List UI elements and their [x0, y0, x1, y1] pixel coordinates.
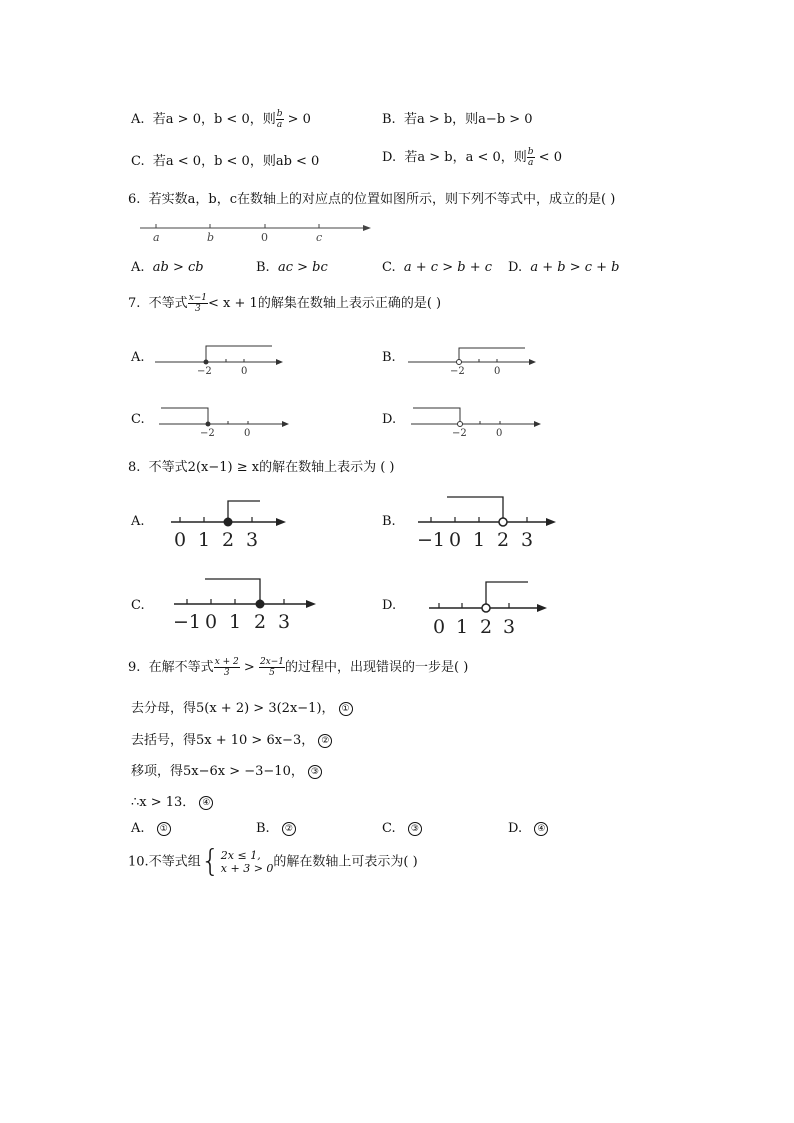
- option-text: 若a > 0，b < 0，则: [152, 112, 276, 127]
- question-number: 9.: [128, 660, 141, 675]
- fraction-denominator: 5: [269, 668, 275, 678]
- option-marker: ③: [408, 822, 422, 836]
- question-number: 6.: [128, 192, 141, 207]
- step-text: ∴x > 13．: [131, 795, 196, 810]
- q9-option-b[interactable]: [256, 821, 296, 836]
- option-text: a + b > c + b: [530, 260, 620, 275]
- q5-option-c[interactable]: [131, 150, 319, 169]
- tick-label-0: 0: [433, 616, 446, 638]
- q8-option-a-number-line[interactable]: [170, 498, 295, 552]
- tick-label-1: 1: [456, 616, 469, 638]
- q5-option-a[interactable]: [131, 108, 311, 130]
- option-letter: C.: [131, 154, 145, 169]
- step-marker: ②: [318, 734, 332, 748]
- tick-label-1: 1: [229, 611, 242, 633]
- fraction-denominator: a: [527, 158, 534, 168]
- tick-label-neg2: −2: [200, 428, 215, 439]
- question-text: < x + 1的解集在数轴上表示正确的是( ): [208, 296, 442, 311]
- fraction: [188, 293, 208, 314]
- q7-option-a-letter[interactable]: A.: [131, 350, 145, 365]
- q7-option-c-number-line[interactable]: [158, 404, 293, 440]
- q6-option-b[interactable]: [256, 260, 328, 275]
- axis-label-c: c: [316, 231, 323, 244]
- option-letter: A.: [131, 112, 145, 127]
- step-text: 去分母，得5(x + 2) > 3(2x−1)，: [131, 701, 335, 716]
- q7-option-d-number-line[interactable]: [410, 404, 545, 440]
- option-letter: C.: [382, 821, 396, 836]
- tick-label-0: 0: [244, 428, 251, 439]
- fraction-denominator: a: [276, 120, 283, 130]
- option-letter: D.: [508, 260, 523, 275]
- option-marker: ①: [157, 822, 171, 836]
- q9-step-4: [131, 791, 213, 810]
- q8-option-d-number-line[interactable]: [428, 578, 558, 636]
- option-text: 若a < 0，b < 0，则ab < 0: [152, 154, 320, 169]
- option-text: ab > cb: [152, 260, 204, 275]
- fraction-denominator: 3: [223, 668, 230, 678]
- question-number: 7.: [128, 296, 141, 311]
- q7-option-b-letter[interactable]: B.: [382, 350, 396, 365]
- option-letter: B.: [256, 821, 270, 836]
- q6-option-d[interactable]: [508, 260, 620, 275]
- question-text: 不等式2(x−1) ≥ x的解在数轴上表示为 ( ): [148, 460, 395, 475]
- step-text: 去括号，得5x + 10 > 6x−3，: [131, 733, 315, 748]
- tick-label-3: 3: [278, 611, 291, 633]
- option-letter: B.: [256, 260, 270, 275]
- fraction: [276, 109, 284, 130]
- tick-label-3: 3: [246, 529, 259, 551]
- tick-label-neg1: −1: [417, 529, 446, 551]
- q7-stem: [128, 292, 441, 314]
- q8-option-b-letter[interactable]: B.: [382, 514, 396, 529]
- option-text: ac > bc: [277, 260, 328, 275]
- q5-option-b[interactable]: [382, 108, 533, 127]
- step-marker: ①: [339, 702, 353, 716]
- q9-option-d[interactable]: [508, 821, 548, 836]
- fraction-numerator: 2x−1: [259, 657, 285, 667]
- option-marker: ②: [282, 822, 296, 836]
- q9-step-1: [131, 697, 353, 716]
- tick-label-2: 2: [497, 529, 510, 551]
- tick-label-neg2: −2: [197, 366, 212, 377]
- option-letter: D.: [508, 821, 523, 836]
- option-marker: ④: [534, 822, 548, 836]
- fraction-numerator: b: [276, 109, 283, 119]
- fraction: [259, 657, 285, 678]
- question-number: 10.: [128, 854, 149, 870]
- question-number: 8.: [128, 460, 141, 475]
- option-text: 若a > b，a < 0，则: [404, 150, 527, 165]
- option-letter: C.: [382, 260, 396, 275]
- tick-label-2: 2: [222, 529, 235, 551]
- axis-label-a: a: [153, 231, 160, 244]
- question-text: 若实数a，b，c在数轴上的对应点的位置如图所示，则下列不等式中，成立的是( ): [148, 192, 616, 207]
- question-text: 不等式组: [148, 854, 201, 870]
- q8-stem: [128, 456, 394, 475]
- tick-label-0: 0: [496, 428, 503, 439]
- tick-label-0: 0: [174, 529, 187, 551]
- q8-option-c-letter[interactable]: C.: [131, 598, 145, 613]
- option-letter: D.: [382, 150, 397, 165]
- q6-option-a[interactable]: [131, 260, 204, 275]
- system-line-2: x + 3 > 0: [220, 862, 274, 875]
- q9-step-2: [131, 729, 332, 748]
- q6-stem: [128, 188, 615, 207]
- option-letter: A.: [131, 821, 145, 836]
- tick-label-neg2: −2: [450, 366, 465, 377]
- q9-option-c[interactable]: [382, 821, 422, 836]
- question-text: 的解在数轴上可表示为( ): [273, 854, 418, 870]
- tick-label-2: 2: [254, 611, 267, 633]
- option-text: a + c > b + c: [403, 260, 492, 275]
- option-tail: < 0: [534, 150, 562, 165]
- q9-option-a[interactable]: [131, 821, 171, 836]
- step-marker: ④: [199, 796, 213, 810]
- inequality-system: [200, 844, 274, 879]
- tick-label-0: 0: [494, 366, 501, 377]
- option-tail: > 0: [283, 112, 311, 127]
- option-letter: B.: [382, 112, 396, 127]
- operator: >: [239, 660, 259, 675]
- fraction: [214, 657, 240, 678]
- tick-label-0: 0: [449, 529, 462, 551]
- axis-label-0: 0: [261, 231, 268, 244]
- option-text: 若a > b，则a−b > 0: [403, 112, 533, 127]
- system-line-1: 2x ≤ 1,: [220, 849, 261, 862]
- system-lines: [221, 849, 274, 875]
- tick-label-1: 1: [198, 529, 211, 551]
- tick-label-2: 2: [480, 616, 493, 638]
- q7-option-b-number-line[interactable]: [407, 342, 542, 378]
- q7-option-c-letter[interactable]: C.: [131, 412, 145, 427]
- tick-label-neg1: −1: [173, 611, 202, 633]
- tick-label-neg2: −2: [452, 428, 467, 439]
- tick-label-0: 0: [205, 611, 218, 633]
- tick-label-0: 0: [241, 366, 248, 377]
- q8-option-c-number-line[interactable]: [173, 574, 323, 634]
- q9-stem: [128, 656, 468, 678]
- question-text: 在解不等式: [148, 660, 214, 675]
- q7-option-d-letter[interactable]: D.: [382, 412, 397, 427]
- q8-option-d-letter[interactable]: D.: [382, 598, 397, 613]
- q10-stem: [128, 844, 418, 879]
- fraction-denominator: 3: [194, 304, 201, 314]
- step-marker: ③: [308, 765, 322, 779]
- tick-label-3: 3: [521, 529, 534, 551]
- q8-option-a-letter[interactable]: A.: [131, 514, 145, 529]
- tick-label-1: 1: [473, 529, 486, 551]
- fraction: [527, 147, 535, 168]
- fraction-numerator: b: [527, 147, 534, 157]
- question-text: 不等式: [148, 296, 188, 311]
- tick-label-3: 3: [503, 616, 516, 638]
- fraction-numerator: x + 2: [214, 657, 239, 667]
- fraction-numerator: x−1: [188, 293, 208, 303]
- q8-option-b-number-line[interactable]: [417, 492, 562, 552]
- left-brace-icon: {: [200, 844, 220, 879]
- step-text: 移项，得5x−6x > −3−10，: [131, 764, 304, 779]
- question-text: 的过程中，出现错误的一步是( ): [285, 660, 469, 675]
- option-letter: A.: [131, 260, 145, 275]
- axis-label-b: b: [207, 231, 215, 244]
- q6-number-line: [138, 218, 378, 246]
- q6-option-c[interactable]: [382, 260, 492, 275]
- q7-option-a-number-line[interactable]: [154, 342, 289, 378]
- q5-option-d[interactable]: [382, 146, 562, 168]
- q9-step-3: [131, 760, 322, 779]
